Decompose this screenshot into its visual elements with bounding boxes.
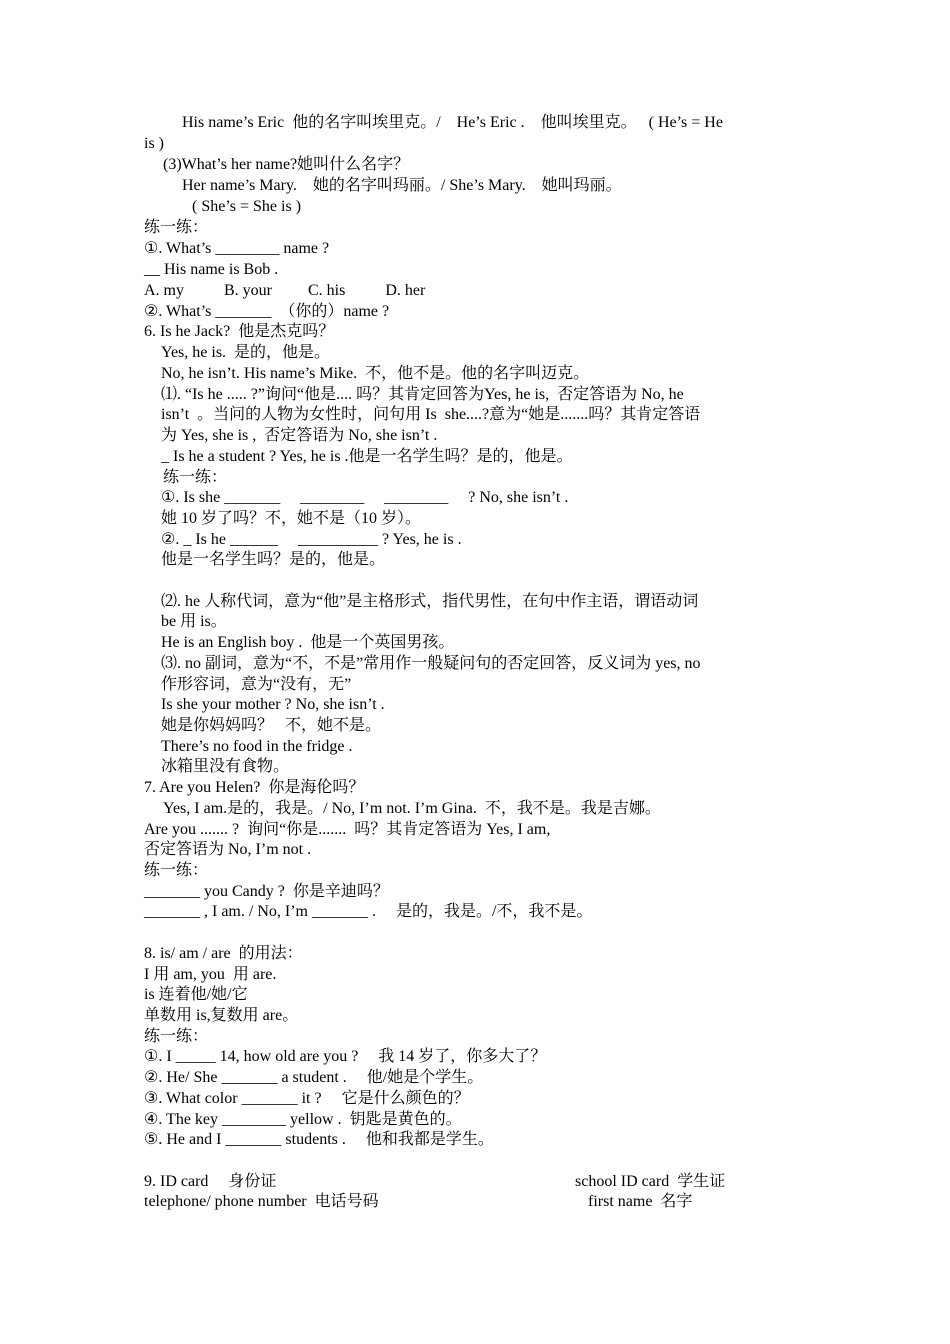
text-line: _______ you Candy ? 你是辛迪吗？ [144,883,389,900]
text-line: 作形容词，意为“没有，无” [161,676,352,693]
text-line: 冰箱里没有食物。 [161,758,290,775]
text-line: ①. I _____ 14, how old are you ? 我 14 岁了，你多大了？ [144,1048,547,1065]
text-line: is ) [144,135,164,152]
text-line: ①. What’s ________ name ? [144,240,330,257]
vocab-left: 9. ID card 身份证 [144,1173,277,1190]
text-line: ①. Is she _______ ________ ________ ? No, she isn’t . [161,489,569,506]
text-line: ②. _ Is he ______ __________ ? Yes, he is . [161,531,462,548]
section-heading: 8. is/ am / are 的用法： [144,945,303,962]
text-line: A. my B. your C. his D. her [144,282,426,299]
text-line: Yes, he is. 是的，他是。 [161,344,331,361]
text-line: ②. What’s _______ （你的）name ? [144,303,390,320]
section-heading: 7. Are you Helen? 你是海伦吗？ [144,779,365,796]
text-line: Yes, I am.是的，我是。/ No, I’m not. I’m Gina. 不，我不是。我是吉娜。 [163,800,661,817]
text-line: No, he isn’t. His name’s Mike. 不，他不是。他的名字叫迈克。 [161,365,590,382]
text-line: isn’t 。当问的人物为女性时，问句用 Is she....?意为“她是.......吗？其肯定答语 [161,406,701,423]
text-line: ⑴. “Is he ..... ?”询问“他是.... 吗？其肯定回答为Yes, he is, 否定答语为 No, he [161,386,684,403]
text-line: 练一练： [144,219,209,236]
vocab-left: telephone/ phone number 电话号码 [144,1193,379,1210]
text-line: ③. What color _______ it ? 它是什么颜色的？ [144,1090,470,1107]
text-line: 他是一名学生吗？是的，他是。 [161,551,386,568]
text-line: 练一练： [144,1028,209,1045]
text-line: Are you ....... ? 询问“你是....... 吗？其肯定答语为 Yes, I am, [144,821,551,838]
text-line: He is an English boy . 他是一个英国男孩。 [161,634,455,651]
text-line: ④. The key ________ yellow . 钥匙是黄色的。 [144,1111,462,1128]
text-line: is 连着他/她/它 [144,986,248,1003]
text-line: be 用 is。 [161,613,227,630]
text-line: 否定答语为 No, I’m not . [144,841,312,858]
text-line: _ Is he a student ? Yes, he is .他是一名学生吗？是的，他是。 [161,448,573,465]
text-line: _______ , I am. / No, I’m _______ . 是的，我是。/不，我不是。 [144,903,593,920]
text-line: Her name’s Mary. 她的名字叫玛丽。/ She’s Mary. 她叫玛丽。 [182,177,622,194]
text-line: 练一练： [144,862,209,879]
text-line: There’s no food in the fridge . [161,738,353,755]
text-line: __ His name is Bob . [144,261,279,278]
text-line: ⑤. He and I _______ students . 他和我都是学生。 [144,1131,494,1148]
text-line: 练一练： [163,469,228,486]
text-line: I 用 am, you 用 are. [144,966,277,983]
vocab-right: first name 名字 [588,1193,693,1210]
text-line: ⑵. he 人称代词，意为“他”是主格形式，指代男性，在句中作主语，谓语动词 [161,593,699,610]
section-heading: 6. Is he Jack? 他是杰克吗？ [144,323,335,340]
text-line: 单数用 is,复数用 are。 [144,1007,299,1024]
text-line: 她 10 岁了吗？不，她不是（10 岁）。 [161,510,422,527]
text-line: Is she your mother ? No, she isn’t . [161,696,385,713]
text-line: 她是你妈妈吗？ 不，她不是。 [161,717,382,734]
text-line: ②. He/ She _______ a student . 他/她是个学生。 [144,1069,484,1086]
vocab-right: school ID card 学生证 [575,1173,726,1190]
text-line: His name’s Eric 他的名字叫埃里克。/ He’s Eric . 他叫埃里克。 ( He’s = He [182,114,723,131]
text-line: ⑶. no 副词，意为“不，不是”常用作一般疑问句的否定回答，反义词为 yes, no [161,655,701,672]
text-line: ( She’s = She is ) [192,198,302,215]
text-line: 为 Yes, she is , 否定答语为 No, she isn’t . [161,427,438,444]
text-line: (3)What’s her name?她叫什么名字？ [163,156,410,173]
